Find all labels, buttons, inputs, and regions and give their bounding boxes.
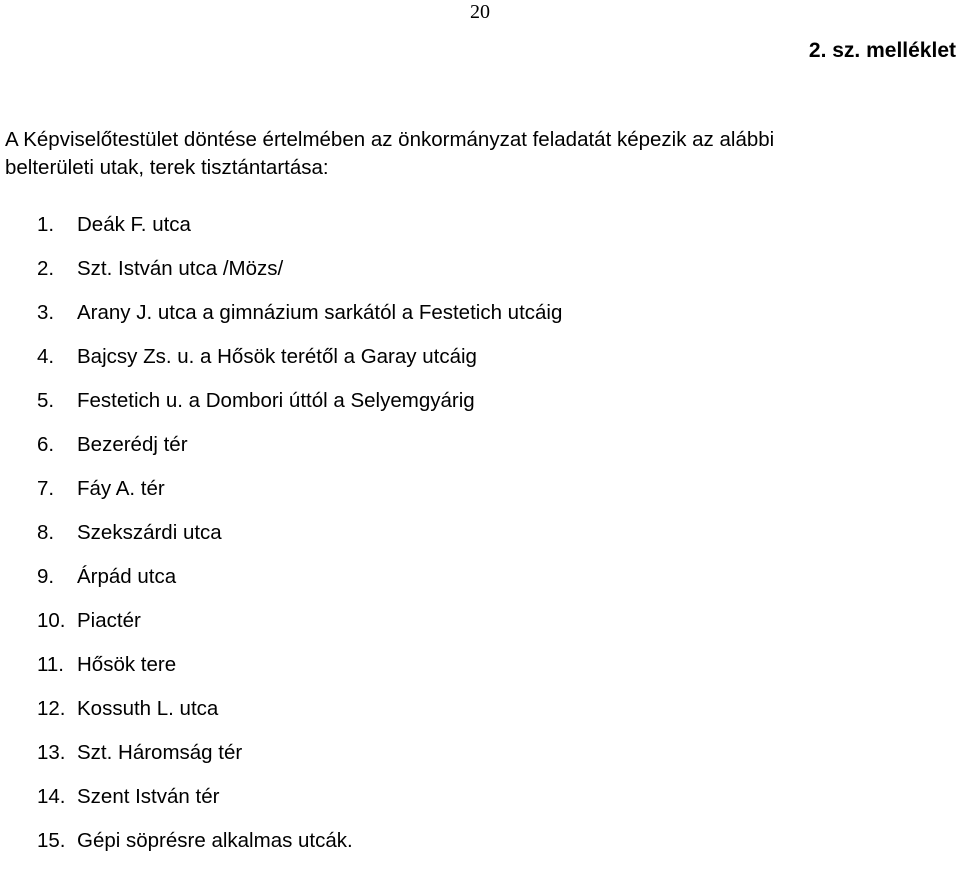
list-item (37, 606, 562, 650)
item-number: 2. (37, 257, 55, 280)
item-text: Arany J. utca a gimnázium sarkától a Festetich utcáig (77, 301, 563, 324)
item-text: Szt. Háromság tér (77, 741, 243, 764)
item-number: 11. (37, 653, 64, 676)
list-item (37, 826, 562, 870)
item-text: Festetich u. a Dombori úttól a Selyemgyárig (77, 389, 475, 412)
list-item (37, 342, 562, 386)
item-number: 12. (37, 697, 66, 720)
item-text: Fáy A. tér (77, 477, 165, 500)
item-number: 15. (37, 829, 66, 852)
street-list (37, 210, 562, 870)
page-number: 20 (470, 1, 490, 23)
item-text: Árpád utca (77, 565, 177, 588)
list-item (37, 562, 562, 606)
intro-line: A Képviselőtestület döntése értelmében az önkormányzat feladatát képezik az alábbi (5, 128, 775, 151)
item-number: 13. (37, 741, 66, 764)
list-item (37, 738, 562, 782)
item-number: 6. (37, 433, 55, 456)
list-item (37, 210, 562, 254)
list-item (37, 474, 562, 518)
list-item (37, 430, 562, 474)
list-item (37, 518, 562, 562)
item-text: Gépi söprésre alkalmas utcák. (77, 829, 353, 852)
list-item (37, 386, 562, 430)
list-item (37, 650, 562, 694)
item-text: Szekszárdi utca (77, 521, 222, 544)
annex-title: 2. sz. melléklet (808, 39, 956, 62)
item-number: 5. (37, 389, 55, 412)
item-text: Hősök tere (77, 653, 177, 676)
item-text: Piactér (77, 609, 141, 632)
item-number: 7. (37, 477, 55, 500)
item-text: Kossuth L. utca (77, 697, 219, 720)
item-text: Bajcsy Zs. u. a Hősök terétől a Garay utcáig (77, 345, 477, 368)
item-number: 3. (37, 301, 55, 324)
item-number: 1. (37, 213, 55, 236)
item-text: Bezerédj tér (77, 433, 188, 456)
item-number: 4. (37, 345, 55, 368)
intro-line: belterületi utak, terek tisztántartása: (5, 156, 329, 179)
list-item (37, 782, 562, 826)
item-number: 8. (37, 521, 55, 544)
list-item (37, 694, 562, 738)
item-text: Deák F. utca (77, 213, 191, 236)
list-item (37, 298, 562, 342)
item-text: Szent István tér (77, 785, 220, 808)
item-number: 9. (37, 565, 55, 588)
list-item (37, 254, 562, 298)
item-text: Szt. István utca /Mözs/ (77, 257, 284, 280)
intro-paragraph (5, 126, 960, 182)
item-number: 14. (37, 785, 66, 808)
item-number: 10. (37, 609, 66, 632)
